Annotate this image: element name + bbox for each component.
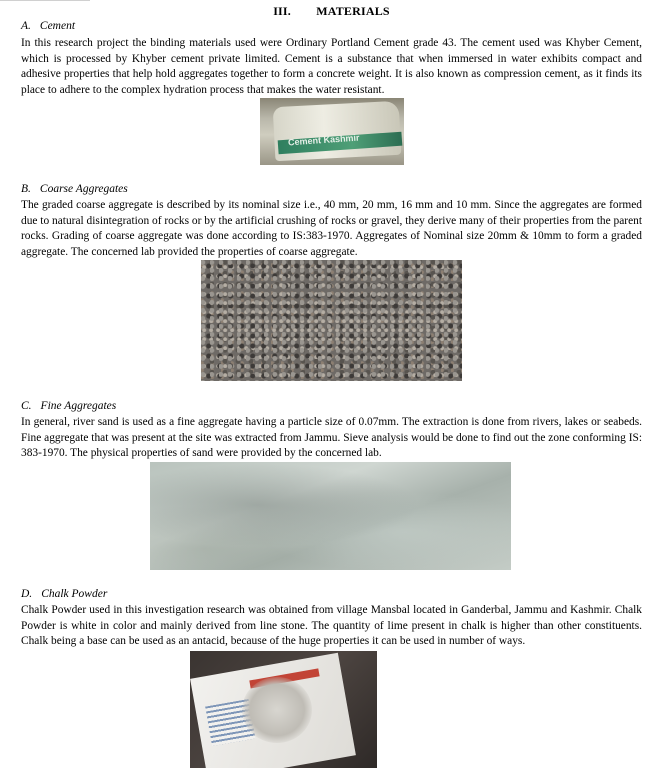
paragraph-chalk-powder: Chalk Powder used in this investigation research was obtained from village Mansbal located in Ganderbal, Jammu and Kashmir. Chalk Powder is white in color and mainly derived from line stone. The quantity of lime present in chalk is higher than other constituents. Chalk being a base can be used as an antacid, because of the huge properties it can be used in number of ways. xyxy=(21,604,642,648)
chalk-powder-photo xyxy=(190,651,377,768)
top-rule xyxy=(0,0,90,1)
subsection-heading-fine-aggregates: C. Fine Aggregates xyxy=(21,400,117,412)
paragraph-fine-aggregates: In general, river sand is used as a fine aggregate having a particle size of 0.07mm. The extraction is done from rivers, lakes or seabeds. Fine aggregate that was present at the site was extracted from Jammu. Sieve analysis would be done to find out the zone conforming IS: 383-1970. The physical properties of sand were provided by the concerned lab. xyxy=(21,416,642,460)
section-heading xyxy=(0,4,663,19)
bag-logo-text: Cement Kashmir xyxy=(287,132,360,148)
paragraph-cement: In this research project the binding materials used were Ordinary Portland Cement grade 43. The cement used was Khyber Cement, which is processed by Khyber cement private limited. Cement is a substance that when immersed in water exhibits compact and adhesive properties that help hold aggregates together to form a concrete weight. It is also known as compression cement, as it finds its place to adhere to the complex hydration process that makes the water resistant. xyxy=(21,37,642,96)
cement-bag-photo xyxy=(260,98,404,165)
paragraph-coarse-aggregates: The graded coarse aggregate is described by its nominal size i.e., 40 mm, 20 mm, 16 mm and 10 mm. Since the aggregates are formed due to natural disintegration of rocks or by the artificial crushing of rocks or gravel, they derive many of their properties from the parent rocks. Grading of coarse aggregate was done according to IS:383-1970. Aggregates of Nominal size 20mm & 10mm to form a graded aggregate. The concerned lab provided the properties of coarse aggregate. xyxy=(21,199,642,258)
sand-photo xyxy=(150,462,511,570)
subsection-heading-chalk-powder: D. Chalk Powder xyxy=(21,588,108,600)
subsection-heading-cement: A. Cement xyxy=(21,20,76,32)
subsection-heading-coarse-aggregates: B. Coarse Aggregates xyxy=(21,183,128,195)
section-number: III. xyxy=(273,4,291,18)
gravel-photo xyxy=(201,260,462,381)
section-title: MATERIALS xyxy=(316,4,390,18)
